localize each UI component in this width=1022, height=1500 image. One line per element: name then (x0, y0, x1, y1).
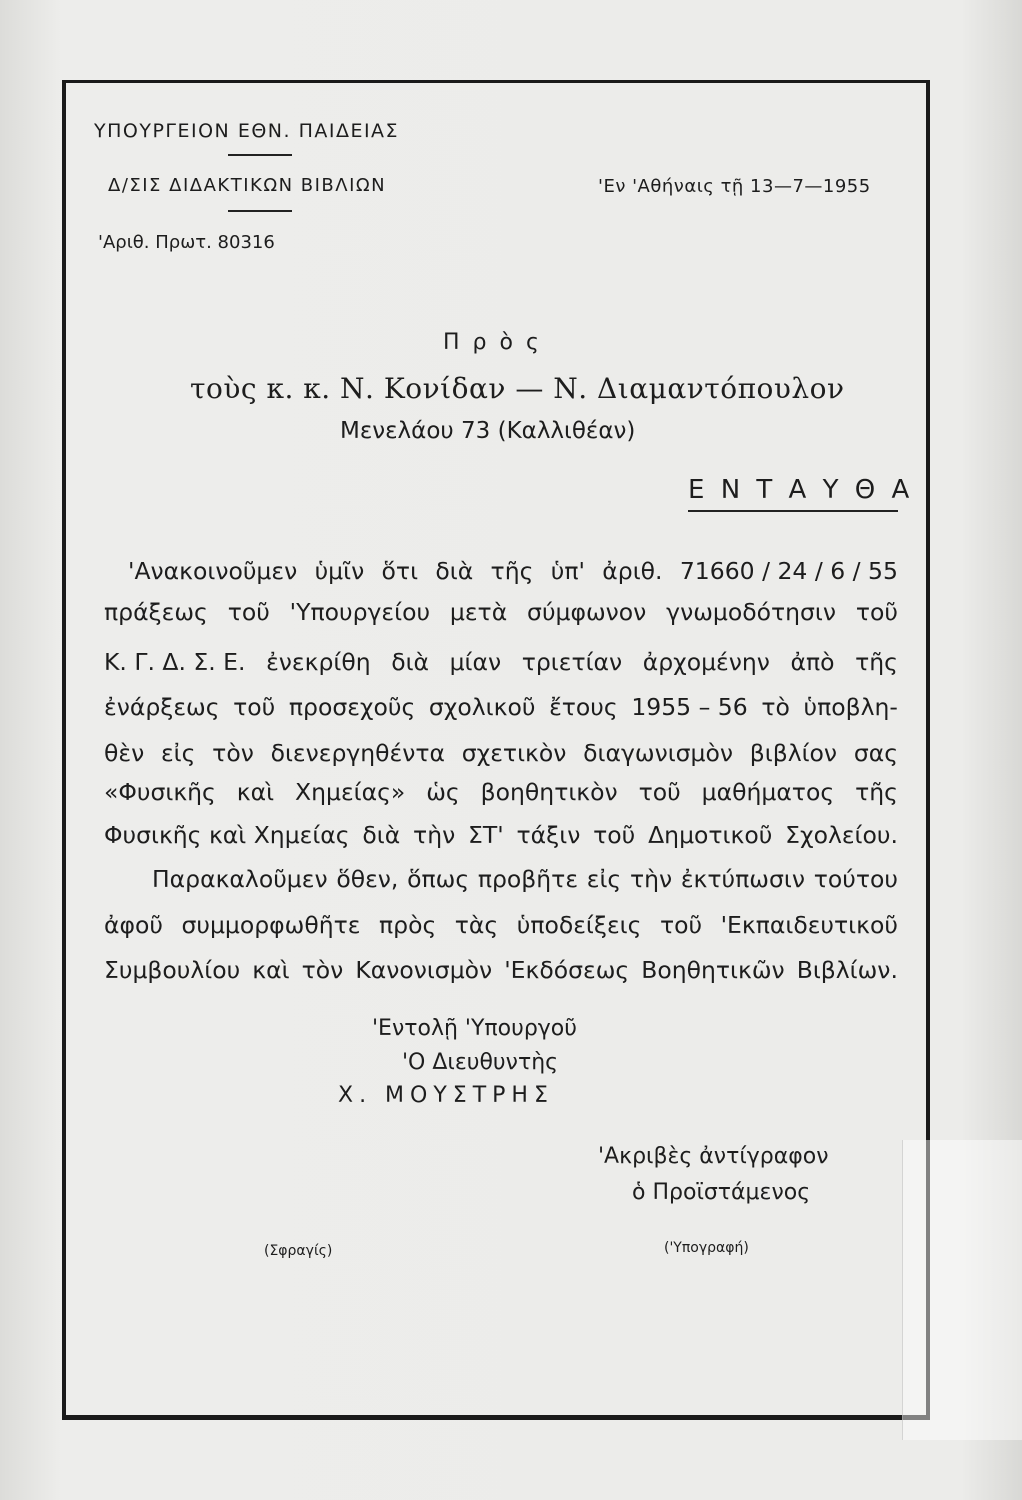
body-word: σχετικὸν (461, 739, 567, 767)
body-word: τριετίαν (521, 648, 623, 676)
body-word: ἀριθ. (602, 557, 663, 585)
body-word: ἐκτύπωσιν (680, 865, 805, 893)
body-word: σύμφωνον (527, 598, 647, 626)
body-word: πρὸς (379, 911, 437, 939)
protocol-number: 'Αριθ. Πρωτ. 80316 (98, 232, 275, 253)
body-word: ἔτους (549, 693, 618, 721)
director-title: 'Ο Διευθυντὴς (402, 1050, 559, 1075)
body-word: ἀπὸ (790, 648, 835, 676)
body-word: «Φυσικῆς (104, 778, 216, 806)
body-word: προβῆτε (477, 865, 579, 893)
body-line-1 (128, 556, 898, 586)
body-line-6 (104, 777, 898, 807)
body-word: 'Εκπαιδευτικοῦ (720, 911, 898, 939)
body-word: Συμβουλίου (104, 956, 241, 984)
body-word: ὅπως (407, 865, 470, 893)
addressee-address: Μενελάου 73 (Καλλιθέαν) (340, 418, 636, 444)
header-divider-2 (228, 210, 292, 212)
body-word: 'Εκδόσεως (504, 956, 630, 984)
body-word: συμμορφωθῆτε (181, 911, 361, 939)
body-word: ὑπ' (550, 557, 585, 585)
body-word: ὑμῖν (314, 557, 365, 585)
body-word: 'Ανακοινοῦμεν (128, 557, 298, 585)
body-word: μετὰ (449, 598, 508, 626)
body-line-9 (104, 910, 898, 940)
body-word: τὸν (212, 739, 254, 767)
body-line-3 (104, 647, 898, 677)
body-word: καὶ (236, 778, 275, 806)
body-word: ΣΤ' (468, 821, 504, 849)
body-word: τοῦ (593, 821, 636, 849)
body-word: 'Υπουργείου (289, 598, 431, 626)
body-word: μίαν (449, 648, 502, 676)
body-word: Παρακαλοῦμεν (152, 865, 328, 893)
body-line-5 (104, 738, 898, 768)
body-word: Βοηθητικῶν (641, 956, 785, 984)
body-word: βοηθητικὸν (480, 778, 618, 806)
body-word: προσεχοῦς (288, 693, 416, 721)
to-label: Π ρ ὸ ς (443, 330, 542, 355)
copy-note-line2: ὁ Προϊστάμενος (632, 1180, 811, 1205)
body-word: Δημοτικοῦ (648, 821, 773, 849)
body-word: καὶ (252, 956, 290, 984)
body-word: Κανονισμὸν (355, 956, 493, 984)
body-word: τὰς (454, 911, 499, 939)
body-word: ὅθεν, (336, 865, 399, 893)
body-word: Βιβλίων. (796, 956, 898, 984)
body-word: διενεργηθέντα (270, 739, 446, 767)
body-word: τάξιν (516, 821, 581, 849)
body-word: τὸν (301, 956, 344, 984)
order-line: 'Εντολῇ 'Υπουργοῦ (372, 1016, 577, 1041)
body-word: σας (853, 739, 898, 767)
body-word: εἰς (160, 739, 196, 767)
body-word: τοῦ (233, 693, 276, 721)
body-word: τοῦ (855, 598, 898, 626)
body-line-7 (104, 820, 898, 850)
seal-placeholder: (Σφραγίς) (264, 1243, 333, 1259)
body-word: τοῦ (227, 598, 270, 626)
body-word: 71660 / 24 / 6 / 55 (679, 557, 898, 585)
signature-placeholder: ('Υπογραφή) (664, 1240, 749, 1256)
department-heading: Δ/ΣΙΣ ΔΙΔΑΚΤΙΚΩΝ ΒΙΒΛΙΩΝ (108, 175, 387, 196)
body-word: Σχολείου. (785, 821, 898, 849)
body-word: τῆς (855, 778, 898, 806)
body-word: ἀφοῦ (104, 911, 163, 939)
body-word: θὲν (104, 739, 145, 767)
body-word: ἐνάρξεως (104, 693, 220, 721)
body-word: Φυσικῆς καὶ Χημείας (104, 821, 350, 849)
body-word: διὰ (391, 648, 430, 676)
body-word: τῆς (855, 648, 898, 676)
body-word: τῆς (490, 557, 534, 585)
body-word: ἀρχομένην (642, 648, 770, 676)
body-word: τοῦ (638, 778, 681, 806)
director-name: Χ. ΜΟΥΣΤΡΗΣ (338, 1083, 554, 1108)
body-word: πράξεως (104, 598, 208, 626)
location-label: Ε Ν Τ Α Υ Θ Α (688, 475, 914, 505)
addressee-names: τοὺς κ. κ. Ν. Κονίδαν — Ν. Διαμαντόπουλον (190, 372, 845, 405)
body-word: βιβλίον (749, 739, 838, 767)
body-word: ὡς (426, 778, 460, 806)
body-line-10 (104, 955, 898, 985)
body-word: ὅτι (381, 557, 419, 585)
header-divider-1 (228, 154, 292, 156)
tape-overlay (902, 1140, 1022, 1440)
place-date: 'Εν 'Αθήναις τῇ 13—7—1955 (598, 176, 871, 197)
body-word: τοῦ (659, 911, 703, 939)
body-word: 1955 – 56 (631, 693, 748, 721)
body-word: μαθήματος (701, 778, 835, 806)
copy-note-line1: 'Ακριβὲς ἀντίγραφον (598, 1144, 829, 1169)
body-word: διαγωνισμὸν (583, 739, 733, 767)
body-word: τὸ (761, 693, 790, 721)
body-line-2 (104, 597, 898, 627)
body-word: τὴν (629, 865, 673, 893)
body-word: γνωμοδότησιν (666, 598, 836, 626)
body-word: τὴν (413, 821, 456, 849)
body-word: ὑποβλη- (803, 693, 898, 721)
body-word: σχολικοῦ (428, 693, 536, 721)
body-word: ἐνεκρίθη (266, 648, 371, 676)
body-word: τούτου (813, 865, 898, 893)
body-word: Χημείας» (295, 778, 406, 806)
body-word: διὰ (362, 821, 401, 849)
body-line-8 (152, 864, 898, 894)
body-line-4 (104, 692, 898, 722)
location-underline (688, 510, 898, 512)
body-word: εἰς (586, 865, 622, 893)
body-word: ὑποδείξεις (516, 911, 642, 939)
ministry-heading: ΥΠΟΥΡΓΕΙΟΝ ΕΘΝ. ΠΑΙΔΕΙΑΣ (94, 120, 400, 142)
body-word: διὰ (435, 557, 474, 585)
body-word: Κ. Γ. Δ. Σ. Ε. (104, 648, 246, 676)
